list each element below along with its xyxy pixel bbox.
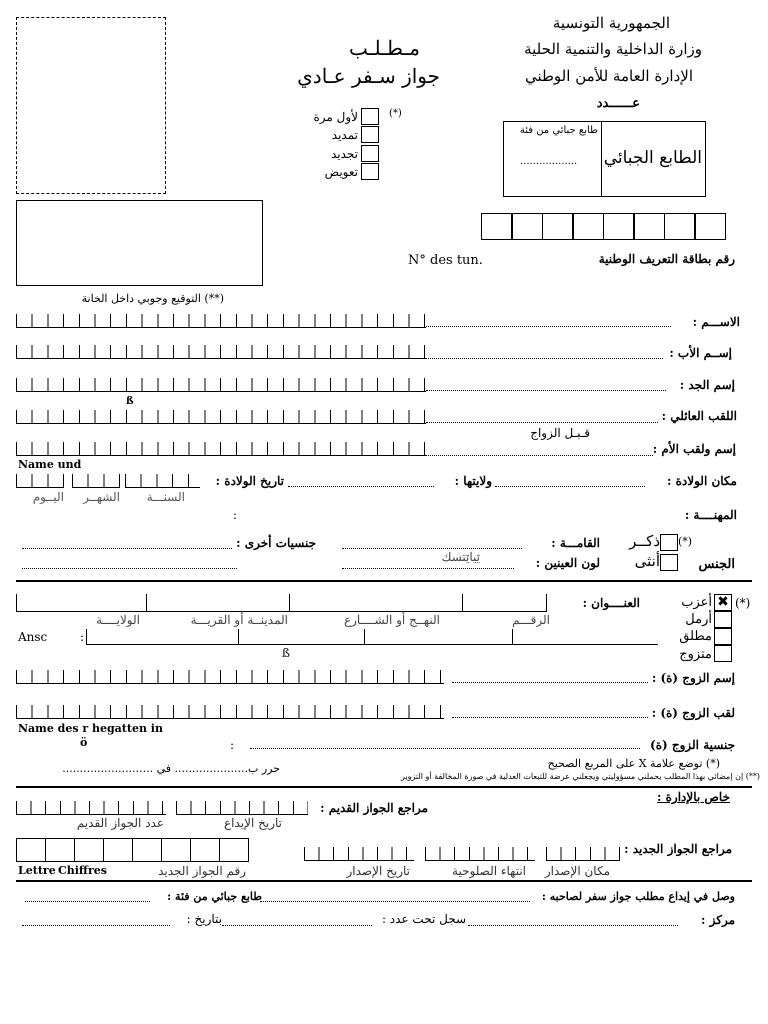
- father-comb[interactable]: [16, 345, 426, 359]
- signature-box[interactable]: [16, 200, 263, 286]
- photo-box: [16, 17, 166, 194]
- profession-label: المهنــــة :: [684, 508, 737, 522]
- old-number-comb[interactable]: [16, 801, 166, 815]
- request-first-checkbox[interactable]: [361, 108, 379, 125]
- stamp-category-label: طابع جبائي من فئة: [519, 125, 598, 136]
- grandfather-label: إسم الجد :: [679, 378, 735, 392]
- year-label: السنـــة: [146, 490, 185, 504]
- deposit-date-label: تاريخ الإيداع: [223, 816, 282, 830]
- eye-color-extra: ێیاێتسك: [441, 550, 480, 564]
- spouse-surname-comb[interactable]: [16, 705, 444, 719]
- republic-title: الجمهورية التونسية: [552, 14, 670, 32]
- id-card-label: رقم بطاقة التعريف الوطنية: [598, 252, 735, 266]
- issue-date-label: تاريخ الإصدار: [346, 864, 410, 878]
- address-wilaya: الولايــــة: [96, 613, 140, 627]
- request-option-replace: تعويض: [324, 165, 358, 179]
- admin-divider: [16, 786, 752, 788]
- admin-title: خاص بالإدارة :: [657, 790, 730, 804]
- new-passport-cell[interactable]: [219, 838, 249, 862]
- receipt-center-label: مركز :: [701, 913, 735, 927]
- family-name-comb[interactable]: [16, 410, 426, 424]
- address-label: العنــــوان :: [582, 596, 640, 610]
- receipt-divider: [16, 880, 752, 882]
- old-number-label: عدد الجواز القديم: [76, 816, 164, 830]
- ministry-title: وزارة الداخلية والتنمية الحلية: [524, 40, 702, 58]
- grandfather-comb[interactable]: [16, 378, 426, 392]
- name-label: الاســـم :: [692, 315, 740, 329]
- ansc-label: Ansc: [18, 630, 48, 644]
- fiscal-stamp-label: الطابع الجبائي: [603, 148, 702, 168]
- id-digit-cell[interactable]: [664, 213, 695, 240]
- new-passport-cell[interactable]: [161, 838, 191, 862]
- form-title: مـطـلـب: [349, 36, 420, 60]
- eye-color-label: لون العينين :: [535, 556, 600, 570]
- signed-at-line: حرر ب..................... في ..........................: [62, 762, 280, 775]
- birth-date-label: تاريخ الولادة :: [215, 474, 284, 488]
- request-option-extend: تمديد: [331, 128, 358, 142]
- month-label: الشهــر: [83, 490, 120, 504]
- request-option-first: لأول مرة: [313, 110, 358, 124]
- height-label: القامـــة :: [551, 536, 600, 550]
- chiffres-label: Chiffres: [58, 864, 107, 877]
- address-number: الرقـــم: [512, 613, 550, 627]
- id-digit-cell[interactable]: [695, 213, 726, 240]
- new-passport-cell[interactable]: [16, 838, 46, 862]
- receipt-line-label: وصل في إيداع مطلب جواز سفر لصاحبه :: [541, 890, 735, 903]
- father-label: إســم الأب :: [669, 346, 732, 360]
- issue-place-label: مكان الإصدار: [544, 864, 610, 878]
- marital-divorced: مطلق: [679, 629, 712, 644]
- marital-married: متزوج: [679, 647, 712, 662]
- id-digit-cell[interactable]: [603, 213, 634, 240]
- address-box[interactable]: [16, 594, 546, 612]
- gender-note: (*): [678, 535, 693, 548]
- gender-label: الجنس: [698, 557, 735, 572]
- birth-day-comb[interactable]: [16, 474, 64, 488]
- other-nationality-label: جنسيات أخرى :: [236, 536, 316, 550]
- section-divider: [16, 580, 752, 582]
- new-ref-label: مراجع الجواز الجديد :: [624, 842, 732, 856]
- marital-single: أعزب: [681, 595, 712, 610]
- address-box-2[interactable]: [86, 629, 658, 645]
- receipt-registry-label: سجل تحت عدد :: [381, 912, 466, 926]
- note-mark-box: (*) توضع علامة X على المربع الصحيح: [547, 757, 720, 770]
- stamp-category-dots: ..................: [520, 156, 578, 167]
- marital-widowed: أرمل: [685, 612, 712, 627]
- request-renew-checkbox[interactable]: [361, 145, 379, 162]
- request-extend-checkbox[interactable]: [361, 126, 379, 143]
- expiry-comb[interactable]: [425, 847, 535, 861]
- birth-place-label: مكان الولادة :: [667, 474, 737, 488]
- spouse-nationality-label: جنسية الزوج (ة): [650, 738, 735, 752]
- lettre-label: Lettre: [18, 864, 56, 877]
- male-label: ذكــر: [629, 532, 660, 550]
- receipt-stamp-label: طابع جبائي من فئة :: [167, 890, 262, 903]
- new-passport-cell[interactable]: [103, 838, 133, 862]
- old-ref-label: مراجع الجواز القديم :: [320, 801, 428, 815]
- id-digit-cell[interactable]: [481, 213, 512, 240]
- spouse-fr-label-2: ö: [80, 736, 88, 749]
- name-comb[interactable]: [16, 314, 426, 328]
- id-digit-cell[interactable]: [573, 213, 604, 240]
- id-digit-cell[interactable]: [634, 213, 665, 240]
- before-marriage-label: قـبـل الزواج: [530, 426, 590, 440]
- male-checkbox[interactable]: [660, 534, 678, 551]
- new-passport-cell[interactable]: [74, 838, 104, 862]
- name-und-label: Name und: [18, 458, 82, 471]
- spouse-surname-label: لقب الزوج (ة) :: [651, 706, 735, 720]
- birth-month-comb[interactable]: [72, 474, 120, 488]
- id-card-fr-label: N° des tun.: [408, 253, 483, 268]
- wilaya-label: ولايتها :: [454, 474, 492, 488]
- expiry-label: انتهاء الصلوحية: [452, 864, 526, 878]
- mother-label: إسم ولقب الأم :: [652, 442, 736, 456]
- address-street: النهــج أو الشــــارع: [343, 613, 440, 627]
- new-passport-cell[interactable]: [190, 838, 220, 862]
- address-beta: ß: [282, 646, 291, 660]
- address-city: المدينــة أو القريـــة: [190, 613, 288, 627]
- day-label: اليــوم: [32, 490, 64, 504]
- note-liability: (**) إن إمضائي بهذا المطلب يحملني مسؤوليتي ويجعلني عرضة للتبعات العدلية في صورة المخالفة أو التزوير: [401, 772, 760, 781]
- new-passport-cell[interactable]: [132, 838, 162, 862]
- birth-year-comb[interactable]: [125, 474, 200, 488]
- id-digit-cell[interactable]: [512, 213, 543, 240]
- signature-note: (**) التوقيع وجوبي داخل الخانة: [81, 292, 224, 305]
- directorate-title: الإدارة العامة للأمن الوطني: [524, 67, 693, 85]
- divorced-checkbox[interactable]: [714, 628, 732, 645]
- receipt-date-label: بتاريخ :: [186, 912, 222, 926]
- id-digit-cell[interactable]: [542, 213, 573, 240]
- single-checkbox[interactable]: ✖: [714, 594, 732, 611]
- widowed-checkbox[interactable]: [714, 611, 732, 628]
- spouse-fr-label: Name des r hegatten in: [18, 722, 163, 735]
- new-passport-cell[interactable]: [45, 838, 75, 862]
- issue-date-comb[interactable]: [304, 847, 414, 861]
- married-checkbox[interactable]: [714, 645, 732, 662]
- request-type-note: (*): [389, 108, 402, 119]
- request-option-renew: تجديد: [330, 147, 358, 161]
- request-replace-checkbox[interactable]: [361, 163, 379, 180]
- beta-mark: ß: [126, 396, 134, 407]
- female-checkbox[interactable]: [660, 554, 678, 571]
- mother-comb[interactable]: [16, 442, 426, 456]
- marital-note: (*): [735, 596, 751, 610]
- family-name-label: اللقب العائلي :: [661, 409, 737, 423]
- issue-place-comb[interactable]: [546, 847, 620, 861]
- new-number-label: رقم الجواز الجديد: [158, 864, 246, 878]
- spouse-name-comb[interactable]: [16, 670, 444, 684]
- female-label: أنثى: [634, 552, 660, 570]
- form-subtitle: جواز سـفر عـادي: [297, 64, 440, 88]
- deposit-date-comb[interactable]: [176, 801, 308, 815]
- number-label: عــــــدد: [596, 96, 640, 111]
- spouse-name-label: إسم الزوج (ة) :: [651, 671, 735, 685]
